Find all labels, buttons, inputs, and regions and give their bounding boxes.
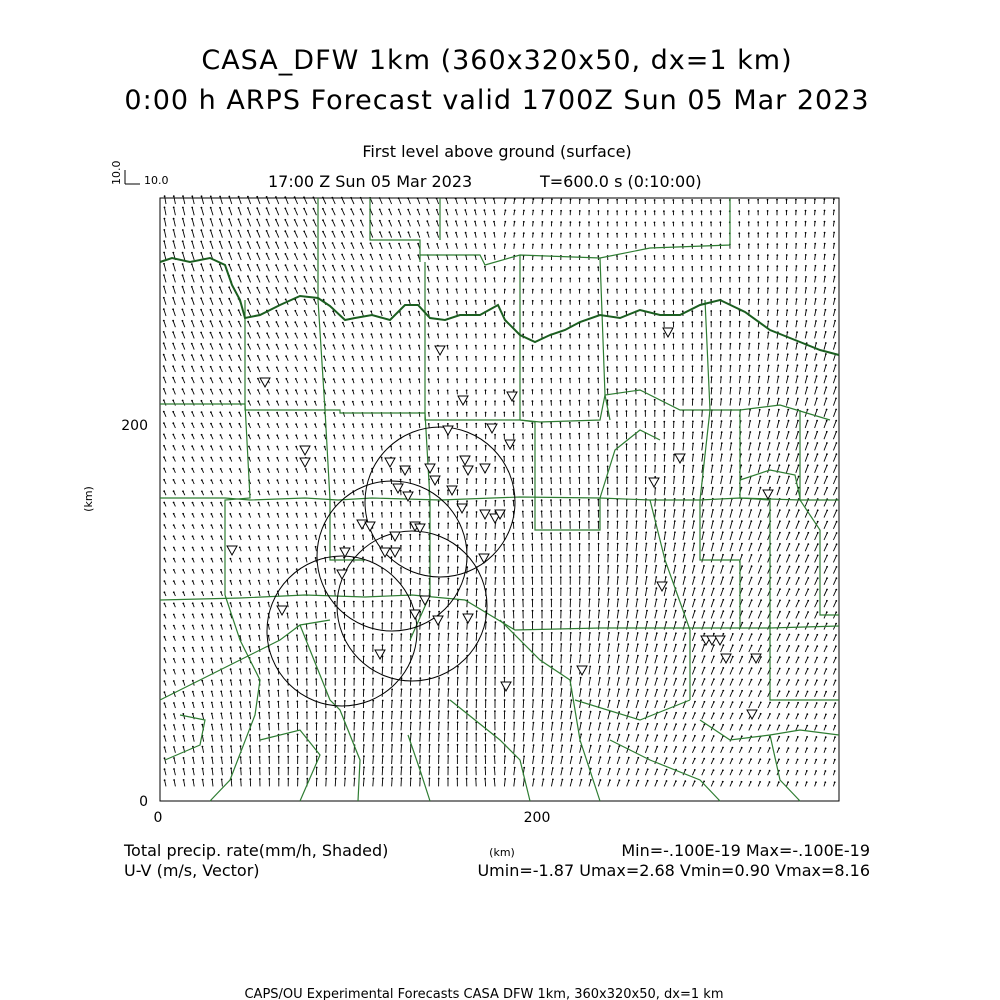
x-tick-0: 0 — [153, 810, 163, 826]
reference-vector-horizontal-label: 10.0 — [144, 174, 169, 187]
x-axis-label: (km) — [489, 846, 515, 859]
y-tick-200: 200 — [121, 418, 148, 434]
level-label: First level above ground (surface) — [362, 142, 632, 161]
title-line-2: 0:00 h ARPS Forecast valid 1700Z Sun 05 Mar 2023 — [124, 85, 870, 116]
integration-time-label: T=600.0 s (0:10:00) — [540, 172, 702, 191]
footer-credit: CAPS/OU Experimental Forecasts CASA DFW 1km, 360x320x50, dx=1 km — [244, 987, 724, 1000]
x-tick-200: 200 — [523, 810, 551, 826]
uv-stats: Umin=-1.87 Umax=2.68 Vmin=0.90 Vmax=8.16 — [477, 861, 870, 880]
precip-minmax: Min=-.100E-19 Max=-.100E-19 — [621, 841, 870, 860]
vector-field-label: U-V (m/s, Vector) — [124, 861, 260, 880]
y-tick-0: 0 — [139, 794, 148, 810]
y-axis-label: (km) — [82, 486, 95, 512]
title-line-1: CASA_DFW 1km (360x320x50, dx=1 km) — [201, 45, 793, 76]
shaded-field-label: Total precip. rate(mm/h, Shaded) — [124, 841, 389, 860]
reference-vector — [110, 161, 169, 188]
valid-time-label: 17:00 Z Sun 05 Mar 2023 — [268, 172, 473, 191]
reference-vector-vertical-label: 10.0 — [110, 160, 123, 185]
plot-area — [160, 195, 839, 801]
